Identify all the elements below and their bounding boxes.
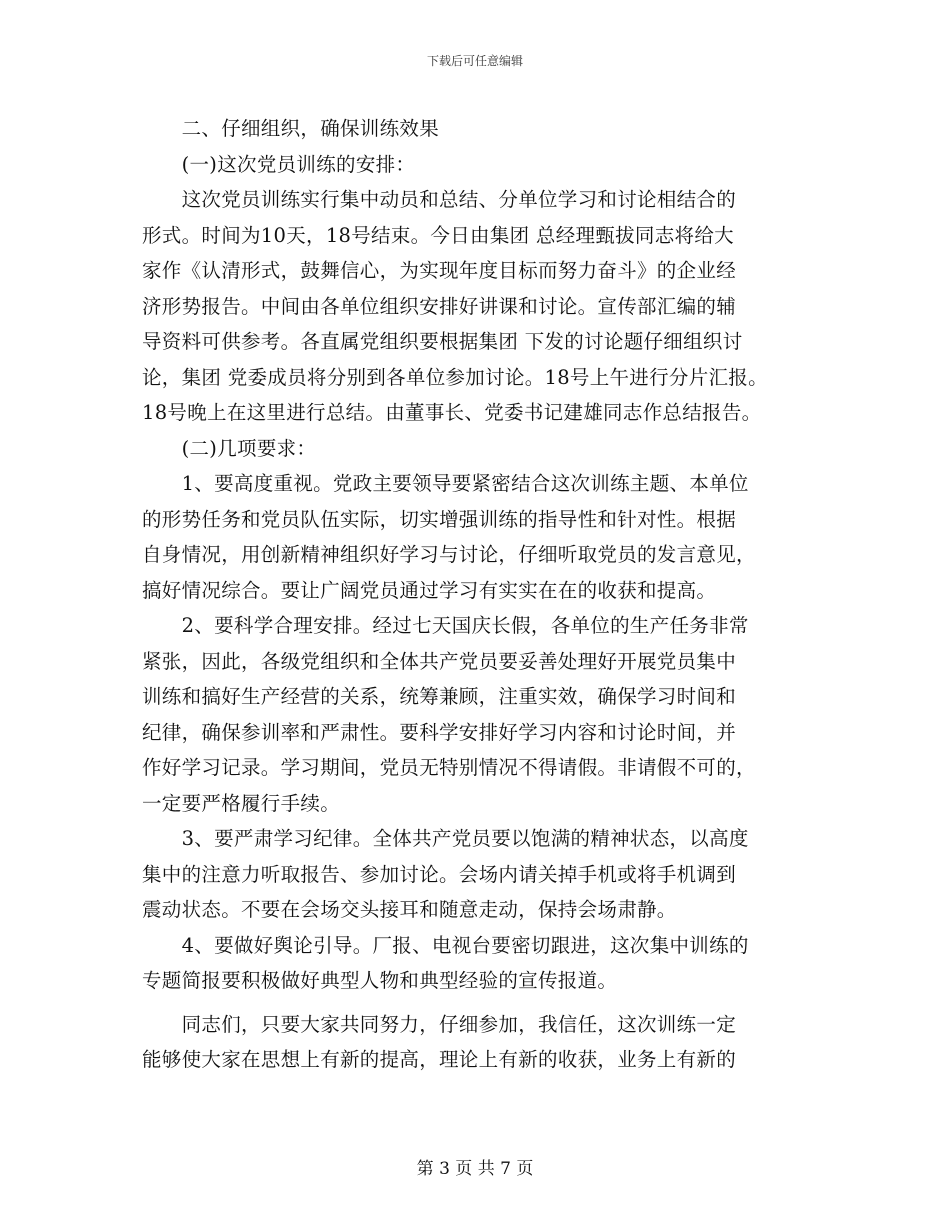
text-line: 形式。时间为10天，18号结束。今日由集团 总经理甄拔同志将给大 [142,223,734,247]
text-line: 家作《认清形式，鼓舞信心，为实现年度目标而努力奋斗》的企业经 [142,259,737,282]
text-line: 搞好情况综合。要让广阔党员通过学习有实实在在的收获和提高。 [142,578,717,602]
text-line: 论，集团 党委成员将分别到各单位参加讨论。18号上午进行分片汇报。 [142,365,768,389]
text-line: 济形势报告。中间由各单位组织安排好讲课和讨论。宣传部汇编的辅 [142,294,737,318]
text-line: 震动状态。不要在会场交头接耳和随意走动，保持会场肃静。 [142,898,677,921]
text-line: 集中的注意力听取报告、参加讨论。会场内请关掉手机或将手机调到 [142,862,737,886]
page-header: 下载后可任意编辑 [426,54,523,68]
text-line: 3、要严肃学习纪律。全体共产党员要以饱满的精神状态，以高度 [142,827,749,850]
text-line: 二、仔细组织，确保训练效果 [142,117,440,140]
text-line: 一定要严格履行手续。 [142,791,341,815]
paragraph-gap [142,999,842,1007]
text-line: (一)这次党员训练的安排： [142,152,416,176]
text-line: 导资料可供参考。各直属党组织要根据集团 下发的讨论题仔细组织讨 [142,330,743,353]
text-line: 作好学习记录。学习期间，党员无特别情况不得请假。非请假不可的， [142,756,756,779]
text-line: (二)几项要求： [142,436,317,460]
page-number: 第 3 页 共 7 页 [416,1159,534,1179]
text-line: 纪律，确保参训率和严肃性。要科学安排好学习内容和讨论时间，并 [142,720,737,744]
text-line: 自身情况，用创新精神组织好学习与讨论，仔细听取党员的发言意见， [142,543,756,566]
text-line: 4、要做好舆论引导。厂报、电视台要密切跟进，这次集中训练的 [142,933,749,957]
text-line: 1、要高度重视。党政主要领导要紧密结合这次训练主题、本单位 [142,472,749,495]
text-line: 同志们，只要大家共同努力，仔细参加，我信任，这次训练一定 [142,1012,737,1036]
text-line: 紧张，因此，各级党组织和全体共产党员要妥善处理好开展党员集中 [142,649,737,673]
text-line: 能够使大家在思想上有新的提高，理论上有新的收获，业务上有新的 [142,1048,737,1071]
document-body [142,111,842,1078]
text-line: 训练和搞好生产经营的关系，统筹兼顾，注重实效，确保学习时间和 [142,685,737,708]
text-line: 这次党员训练实行集中动员和总结、分单位学习和讨论相结合的 [142,188,737,211]
text-line: 的形势任务和党员队伍实际，切实增强训练的指导性和针对性。根据 [142,507,737,531]
text-line: 专题简报要积极做好典型人物和典型经验的宣传报道。 [142,969,618,992]
text-line: 2、要科学合理安排。经过七天国庆长假，各单位的生产任务非常 [142,614,749,637]
text-line: 18号晚上在这里进行总结。由董事长、党委书记建雄同志作总结报告。 [142,401,762,424]
